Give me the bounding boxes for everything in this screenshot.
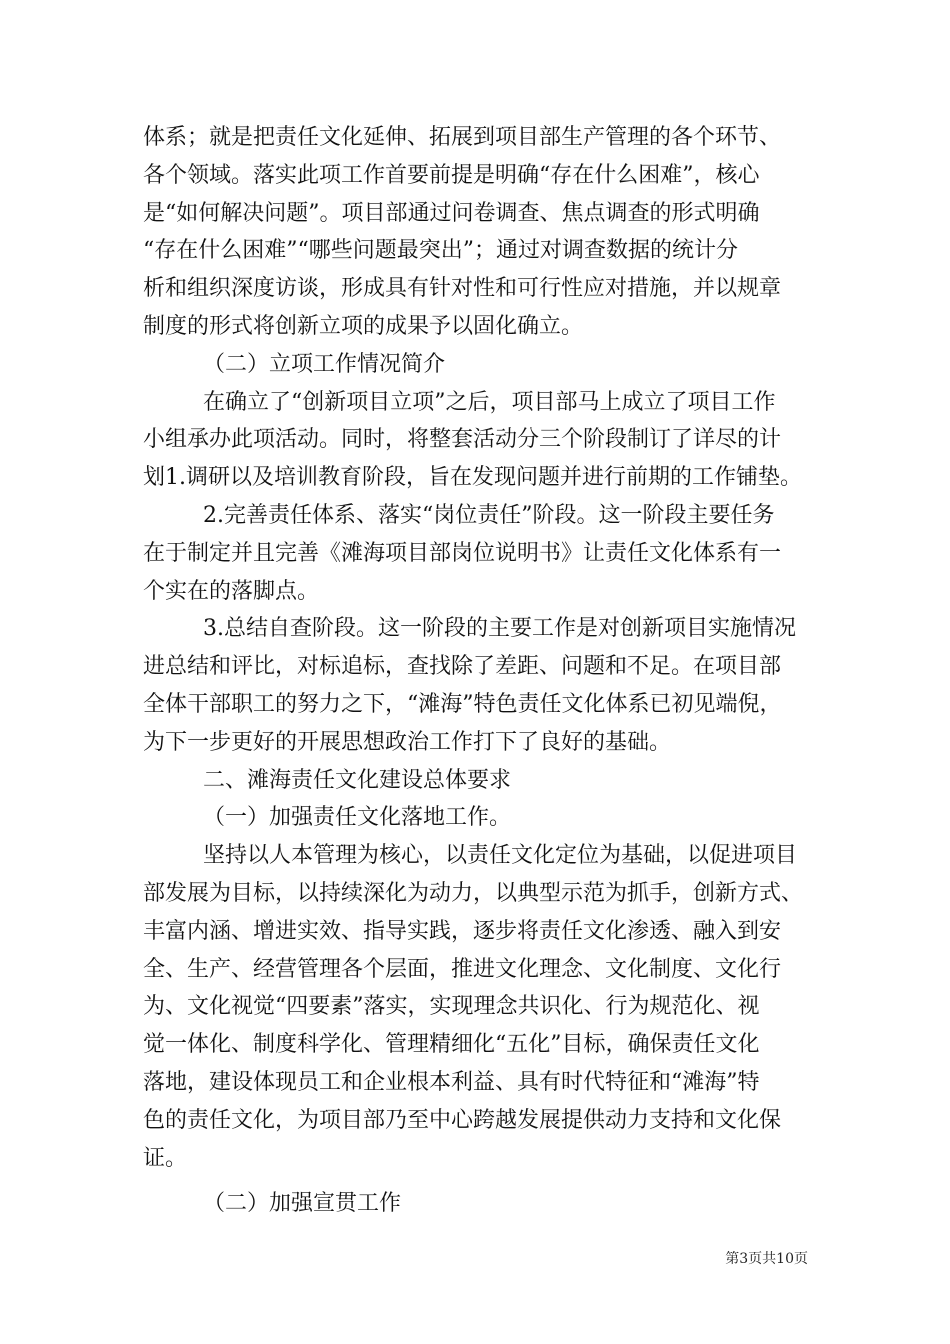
text-line: 析和组织深度访谈，形成具有针对性和可行性应对措施，并以规章: [143, 276, 782, 302]
text-line: 丰富内涵、增进实效、指导实践，逐步将责任文化渗透、融入到安: [143, 918, 782, 944]
text-line: 全体干部职工的努力之下，“滩海”特色责任文化体系已初见端倪，: [143, 691, 782, 717]
text-line: 在确立了“创新项目立项”之后，项目部马上成立了项目工作: [203, 389, 776, 415]
text-line: 个实在的落脚点。: [143, 578, 320, 604]
page-number: 第3页共10页: [725, 1251, 808, 1267]
text-line: （一）加强责任文化落地工作。: [203, 805, 512, 831]
document-body: [143, 119, 823, 1223]
paragraph-gap: [143, 1177, 823, 1185]
text-line: 为下一步更好的开展思想政治工作打下了良好的基础。: [143, 729, 672, 755]
text-line: （二）加强宣贯工作: [203, 1191, 402, 1217]
text-line: 各个领域。落实此项工作首要前提是明确“存在什么困难”，核心: [143, 162, 760, 188]
text-line: 是“如何解决问题”。项目部通过问卷调查、焦点调查的形式明确: [143, 200, 760, 226]
text-line: 全、生产、经营管理各个层面，推进文化理念、文化制度、文化行: [143, 956, 782, 982]
text-line: 落地，建设体现员工和企业根本利益、具有时代特征和“滩海”特: [143, 1069, 760, 1095]
text-line: 小组承办此项活动。同时，将整套活动分三个阶段制订了详尽的计: [143, 427, 782, 453]
text-line: 色的责任文化，为项目部乃至中心跨越发展提供动力支持和文化保: [143, 1107, 782, 1133]
text-line: 2.完善责任体系、落实“岗位责任”阶段。这一阶段主要任务: [203, 502, 775, 528]
text-line: 制度的形式将创新立项的成果予以固化确立。: [143, 313, 584, 339]
text-line: （二）立项工作情况简介: [203, 351, 446, 377]
text-line: 3.总结自查阶段。这一阶段的主要工作是对创新项目实施情况: [203, 616, 796, 642]
text-line: 体系；就是把责任文化延伸、拓展到项目部生产管理的各个环节、: [143, 125, 782, 150]
text-line: 证。: [143, 1145, 188, 1171]
text-line: 进总结和评比，对标追标，查找除了差距、问题和不足。在项目部: [143, 654, 782, 680]
text-line: 为、文化视觉“四要素”落实，实现理念共识化、行为规范化、视: [143, 994, 760, 1020]
text-line: 部发展为目标，以持续深化为动力，以典型示范为抓手，创新方式、: [143, 880, 804, 906]
text-line: 二、滩海责任文化建设总体要求: [203, 767, 512, 793]
text-line: 划1.调研以及培训教育阶段，旨在发现问题并进行前期的工作铺垫。: [143, 465, 802, 491]
text-line: 在于制定并且完善《滩海项目部岗位说明书》让责任文化体系有一: [143, 540, 782, 566]
text-line: “存在什么困难”“哪些问题最突出”；通过对调查数据的统计分: [143, 238, 738, 264]
text-line: 觉一体化、制度科学化、管理精细化“五化”目标，确保责任文化: [143, 1032, 760, 1058]
text-line: 坚持以人本管理为核心，以责任文化定位为基础，以促进项目: [203, 843, 798, 869]
